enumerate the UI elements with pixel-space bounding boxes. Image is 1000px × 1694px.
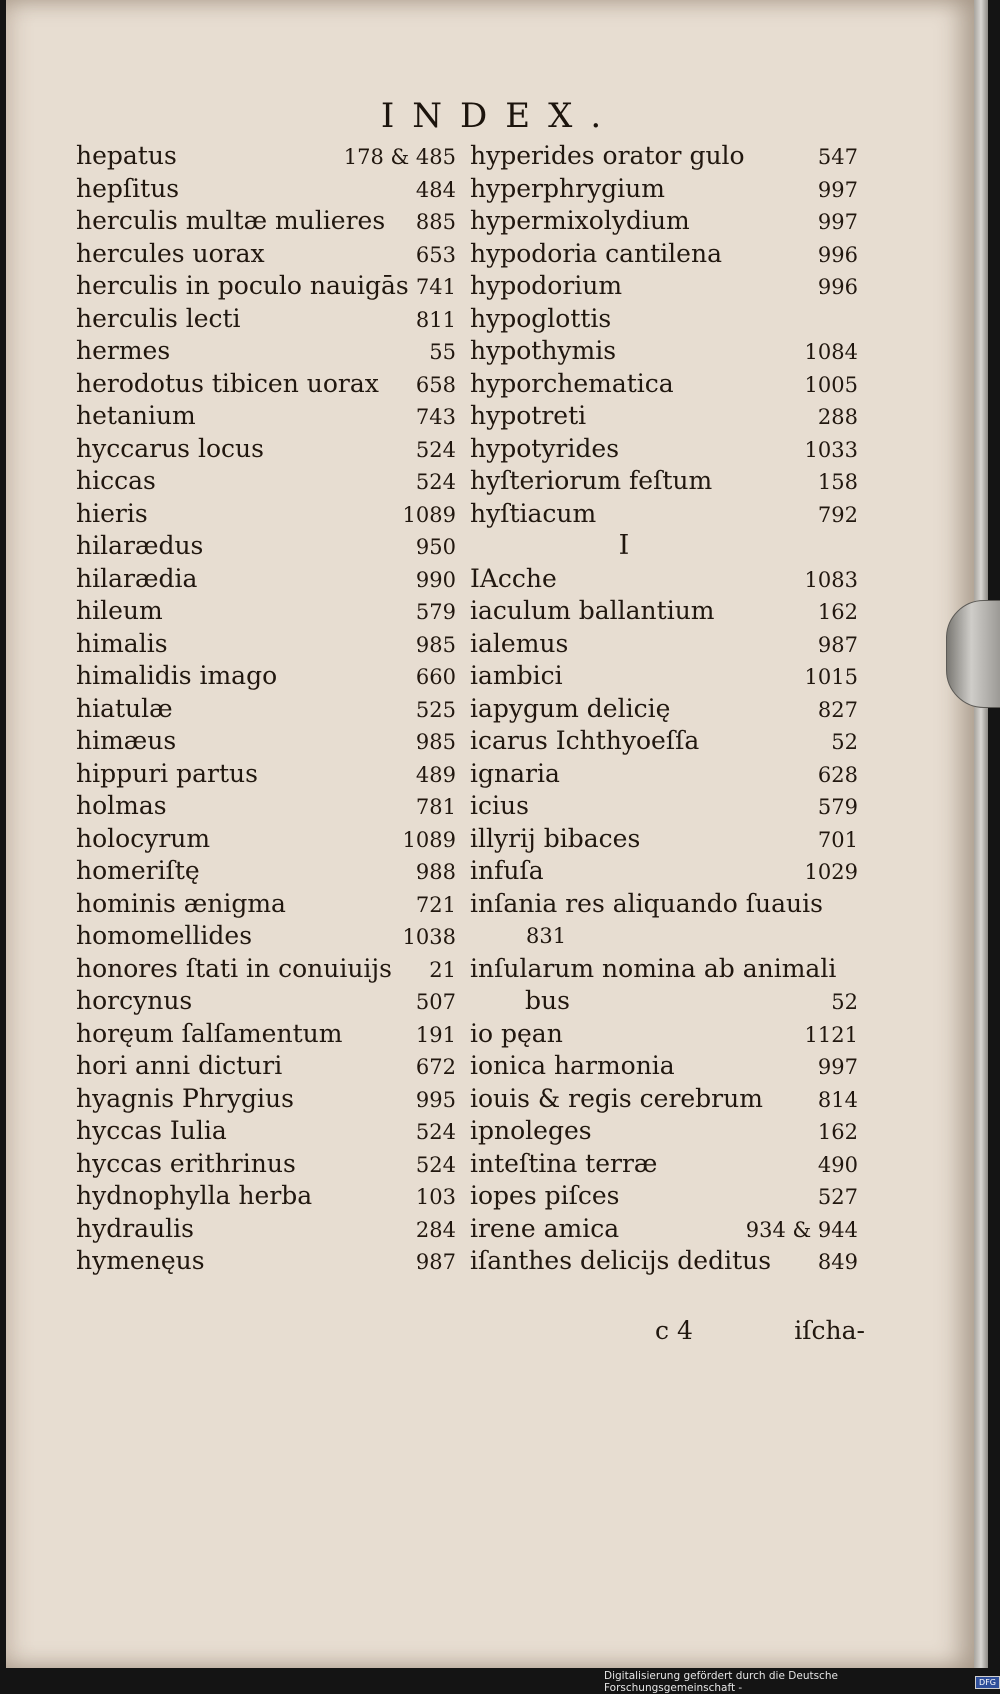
entry-page-number: 849 bbox=[817, 1250, 858, 1274]
entry-term: icarus Ichthyoeſſa bbox=[470, 726, 700, 755]
entry-term: herculis multæ mulieres bbox=[76, 206, 386, 235]
entry-term: holocyrum bbox=[76, 823, 211, 853]
entry-term: herculis lecti bbox=[76, 303, 241, 333]
entry-page-number: 1121 bbox=[804, 1022, 858, 1047]
index-entry bbox=[76, 985, 456, 1018]
section-letter: I bbox=[618, 530, 630, 561]
entry-page-number: 524 bbox=[415, 1120, 456, 1144]
entry-page-number: 792 bbox=[817, 502, 858, 527]
entry-page-number: 672 bbox=[415, 1055, 456, 1079]
index-entry bbox=[470, 595, 858, 628]
entry-term: horęum ſalſamentum bbox=[76, 1018, 343, 1048]
entry-page-number: 579 bbox=[817, 795, 858, 819]
index-entry bbox=[470, 368, 858, 401]
entry-term: hepſitus bbox=[76, 173, 180, 203]
index-entry bbox=[470, 1083, 858, 1116]
entry-term: homomellides bbox=[76, 921, 253, 950]
entry-term: hyporchematica bbox=[470, 368, 674, 398]
entry-page-number: 178 & 485 bbox=[343, 145, 456, 169]
entry-page-number: 191 bbox=[415, 1022, 456, 1047]
scanner-clip bbox=[946, 600, 1000, 708]
index-entry bbox=[76, 1213, 456, 1246]
index-entry bbox=[470, 1050, 858, 1083]
index-entry bbox=[76, 1115, 456, 1148]
entry-page-number: 1089 bbox=[402, 502, 456, 527]
index-column-left bbox=[76, 140, 456, 1278]
entry-page-number: 490 bbox=[817, 1152, 858, 1177]
entry-term: icius bbox=[470, 791, 529, 820]
index-entry bbox=[470, 1213, 858, 1246]
index-entry bbox=[470, 888, 858, 921]
entry-page-number: 524 bbox=[415, 470, 456, 494]
entry-term: hypotreti bbox=[470, 401, 587, 430]
index-entry bbox=[76, 660, 456, 693]
index-entry bbox=[76, 173, 456, 206]
entry-term: hypodorium bbox=[470, 271, 623, 300]
entry-term: hepatus bbox=[76, 141, 177, 170]
entry-page-number: 934 & 944 bbox=[745, 1217, 858, 1242]
index-entry bbox=[76, 563, 456, 596]
entry-page-number: 831 bbox=[526, 924, 567, 948]
entry-term: hydraulis bbox=[76, 1213, 195, 1243]
index-entry bbox=[470, 823, 858, 856]
index-entry bbox=[76, 1050, 456, 1083]
entry-page-number: 288 bbox=[817, 405, 858, 429]
entry-page-number: 162 bbox=[817, 1120, 858, 1144]
entry-term: hyccas erithrinus bbox=[76, 1148, 296, 1178]
index-entry bbox=[76, 303, 456, 336]
dfg-logo: DFG bbox=[975, 1676, 1000, 1689]
entry-page-number: 1033 bbox=[804, 437, 858, 462]
entry-term: hominis ænigma bbox=[76, 888, 286, 918]
index-entry bbox=[470, 920, 858, 953]
entry-page-number: 103 bbox=[415, 1185, 456, 1209]
index-entry bbox=[470, 400, 858, 433]
index-entry bbox=[470, 270, 858, 303]
entry-page-number: 658 bbox=[415, 372, 456, 397]
index-entry bbox=[470, 303, 858, 336]
index-entry bbox=[470, 1180, 858, 1213]
footer-text: Digitalisierung gefördert durch die Deutsche Forschungsgemeinschaft - bbox=[604, 1670, 838, 1694]
entry-term: ipnoleges bbox=[470, 1116, 592, 1145]
digitization-footer bbox=[604, 1670, 1000, 1694]
entry-term: io pęan bbox=[470, 1018, 563, 1048]
entry-term: hypodoria cantilena bbox=[470, 238, 722, 268]
entry-term: hymenęus bbox=[76, 1246, 205, 1275]
entry-page-number: 987 bbox=[415, 1250, 456, 1274]
entry-term: honores ſtati in conuiuijs bbox=[76, 953, 392, 983]
entry-page-number: 1089 bbox=[402, 827, 456, 852]
entry-page-number: 55 bbox=[429, 340, 456, 364]
entry-term: hiccas bbox=[76, 466, 156, 495]
entry-term: hydnophylla herba bbox=[76, 1181, 313, 1210]
entry-page-number: 579 bbox=[415, 600, 456, 624]
entry-page-number: 628 bbox=[817, 762, 858, 787]
entry-page-number: 701 bbox=[817, 827, 858, 852]
entry-page-number: 162 bbox=[817, 600, 858, 624]
entry-term: hyperides orator gulo bbox=[470, 141, 745, 170]
index-entry bbox=[470, 693, 858, 726]
entry-page-number: 987 bbox=[817, 632, 858, 657]
entry-page-number: 660 bbox=[415, 665, 456, 689]
entry-page-number: 284 bbox=[415, 1217, 456, 1242]
entry-term: herculis in poculo nauigās bbox=[76, 271, 409, 300]
entry-page-number: 507 bbox=[415, 990, 456, 1014]
entry-page-number: 524 bbox=[415, 437, 456, 462]
entry-page-number: 997 bbox=[817, 210, 858, 234]
index-entry bbox=[470, 465, 858, 498]
index-entry bbox=[76, 1245, 456, 1278]
entry-term: himalidis imago bbox=[76, 661, 278, 690]
entry-term: hypotyrides bbox=[470, 433, 620, 463]
entry-term: hiatulæ bbox=[76, 693, 173, 723]
entry-page-number: 1029 bbox=[804, 860, 858, 884]
index-entry bbox=[470, 1245, 858, 1278]
entry-term: hyccas Iulia bbox=[76, 1116, 227, 1145]
entry-page-number: 1005 bbox=[804, 372, 858, 397]
index-entry bbox=[76, 790, 456, 823]
index-entry bbox=[76, 1148, 456, 1181]
index-entry bbox=[470, 433, 858, 466]
entry-term: bus bbox=[525, 986, 570, 1015]
entry-page-number: 1084 bbox=[804, 340, 858, 364]
index-entry bbox=[76, 238, 456, 271]
entry-term: hileum bbox=[76, 596, 163, 625]
index-entry bbox=[470, 855, 858, 888]
entry-page-number: 1038 bbox=[402, 925, 456, 949]
index-entry bbox=[76, 1018, 456, 1051]
index-entry bbox=[76, 823, 456, 856]
entry-term: homeriſtę bbox=[76, 856, 200, 885]
entry-page-number: 988 bbox=[415, 860, 456, 884]
index-entry bbox=[76, 628, 456, 661]
index-entry bbox=[76, 270, 456, 303]
entry-term: ionica harmonia bbox=[470, 1051, 675, 1080]
entry-term: hercules uorax bbox=[76, 238, 265, 268]
entry-term: herodotus tibicen uorax bbox=[76, 368, 379, 398]
index-entry bbox=[76, 465, 456, 498]
index-entry bbox=[76, 920, 456, 953]
entry-page-number: 21 bbox=[429, 957, 456, 982]
entry-page-number: 741 bbox=[415, 275, 456, 299]
running-head: INDEX. bbox=[380, 96, 620, 136]
entry-term: irene amica bbox=[470, 1213, 620, 1243]
entry-term: iapygum delicię bbox=[470, 693, 671, 723]
entry-page-number: 950 bbox=[415, 535, 456, 559]
entry-page-number: 743 bbox=[415, 405, 456, 429]
entry-page-number: 52 bbox=[831, 730, 858, 754]
entry-term: inſularum nomina ab animali bbox=[470, 953, 837, 983]
entry-term: ignaria bbox=[470, 758, 560, 788]
index-entry bbox=[470, 725, 858, 758]
entry-term: iſanthes delicijs deditus bbox=[470, 1246, 772, 1275]
index-entry bbox=[76, 953, 456, 986]
index-entry bbox=[470, 1018, 858, 1051]
entry-page-number: 814 bbox=[817, 1087, 858, 1112]
entry-page-number: 997 bbox=[817, 177, 858, 202]
index-entry bbox=[470, 205, 858, 238]
entry-term: hypoglottis bbox=[470, 303, 612, 333]
index-entry bbox=[76, 335, 456, 368]
index-entry bbox=[470, 563, 858, 596]
entry-term: hypothymis bbox=[470, 336, 617, 365]
entry-term: illyrij bibaces bbox=[470, 823, 641, 853]
index-entry bbox=[470, 1148, 858, 1181]
entry-page-number: 484 bbox=[415, 177, 456, 202]
index-entry bbox=[76, 205, 456, 238]
entry-term: iambici bbox=[470, 661, 563, 690]
page-edge bbox=[974, 0, 988, 1668]
index-entry bbox=[470, 140, 858, 173]
entry-term: horcynus bbox=[76, 986, 193, 1015]
index-entry bbox=[470, 335, 858, 368]
entry-page-number: 525 bbox=[415, 697, 456, 722]
entry-page-number: 781 bbox=[415, 795, 456, 819]
entry-page-number: 547 bbox=[817, 145, 858, 169]
entry-term: inteſtina terræ bbox=[470, 1148, 658, 1178]
index-entry bbox=[470, 1115, 858, 1148]
index-entry bbox=[76, 433, 456, 466]
index-entry bbox=[76, 1083, 456, 1116]
entry-term: hyſtiacum bbox=[470, 498, 597, 528]
entry-term: hyccarus locus bbox=[76, 433, 264, 463]
entry-term: iaculum ballantium bbox=[470, 596, 715, 625]
index-entry bbox=[470, 985, 858, 1018]
index-column-right bbox=[470, 140, 858, 1278]
entry-term: hetanium bbox=[76, 401, 196, 430]
index-entry bbox=[76, 888, 456, 921]
index-entry bbox=[76, 400, 456, 433]
entry-term: hieris bbox=[76, 498, 148, 528]
entry-page-number: 52 bbox=[831, 990, 858, 1014]
entry-page-number: 158 bbox=[817, 470, 858, 494]
entry-term: inſania res aliquando ſuauis bbox=[470, 888, 823, 918]
index-entry bbox=[470, 628, 858, 661]
entry-term: iouis & regis cerebrum bbox=[470, 1083, 763, 1113]
entry-term: holmas bbox=[76, 791, 167, 820]
index-entry bbox=[470, 758, 858, 791]
entry-page-number: 527 bbox=[817, 1185, 858, 1209]
entry-term: hyagnis Phrygius bbox=[76, 1083, 294, 1113]
index-entry bbox=[76, 1180, 456, 1213]
index-entry bbox=[470, 790, 858, 823]
signature-mark: c 4 bbox=[655, 1316, 693, 1345]
entry-term: ialemus bbox=[470, 628, 569, 658]
entry-term: himæus bbox=[76, 726, 177, 755]
index-entry bbox=[76, 725, 456, 758]
entry-term: infuſa bbox=[470, 856, 544, 885]
entry-page-number: 1015 bbox=[804, 665, 858, 689]
index-entry bbox=[76, 595, 456, 628]
index-entry bbox=[470, 173, 858, 206]
entry-term: iopes piſces bbox=[470, 1181, 620, 1210]
entry-page-number: 721 bbox=[415, 892, 456, 917]
index-entry bbox=[76, 368, 456, 401]
entry-page-number: 827 bbox=[817, 697, 858, 722]
entry-term: hermes bbox=[76, 336, 171, 365]
entry-term: hilarædia bbox=[76, 563, 198, 593]
index-entry bbox=[76, 855, 456, 888]
catchword: iſcha- bbox=[794, 1316, 865, 1345]
entry-page-number: 885 bbox=[415, 210, 456, 234]
entry-page-number: 985 bbox=[415, 632, 456, 657]
index-entry bbox=[76, 498, 456, 531]
entry-term: hypermixolydium bbox=[470, 206, 690, 235]
index-entry bbox=[470, 498, 858, 531]
entry-page-number: 524 bbox=[415, 1152, 456, 1177]
index-entry bbox=[470, 660, 858, 693]
entry-page-number: 990 bbox=[415, 567, 456, 592]
index-entry bbox=[76, 693, 456, 726]
index-entry bbox=[76, 140, 456, 173]
entry-page-number: 489 bbox=[415, 762, 456, 787]
index-entry bbox=[76, 530, 456, 563]
entry-page-number: 996 bbox=[817, 275, 858, 299]
catchline bbox=[655, 1316, 865, 1345]
entry-page-number: 995 bbox=[415, 1087, 456, 1112]
entry-term: hyperphrygium bbox=[470, 173, 665, 203]
index-entry bbox=[470, 953, 858, 986]
entry-term: himalis bbox=[76, 628, 168, 658]
entry-page-number: 1083 bbox=[804, 567, 858, 592]
entry-term: hilarædus bbox=[76, 531, 204, 560]
index-entry bbox=[470, 238, 858, 271]
entry-page-number: 996 bbox=[817, 242, 858, 267]
entry-term: hippuri partus bbox=[76, 758, 258, 788]
entry-page-number: 997 bbox=[817, 1055, 858, 1079]
entry-page-number: 653 bbox=[415, 242, 456, 267]
index-entry bbox=[76, 758, 456, 791]
entry-page-number: 985 bbox=[415, 730, 456, 754]
entry-term: IAcche bbox=[470, 563, 557, 593]
entry-page-number: 811 bbox=[415, 307, 456, 332]
entry-term: hori anni dicturi bbox=[76, 1051, 283, 1080]
entry-term: hyſteriorum feſtum bbox=[470, 466, 713, 495]
